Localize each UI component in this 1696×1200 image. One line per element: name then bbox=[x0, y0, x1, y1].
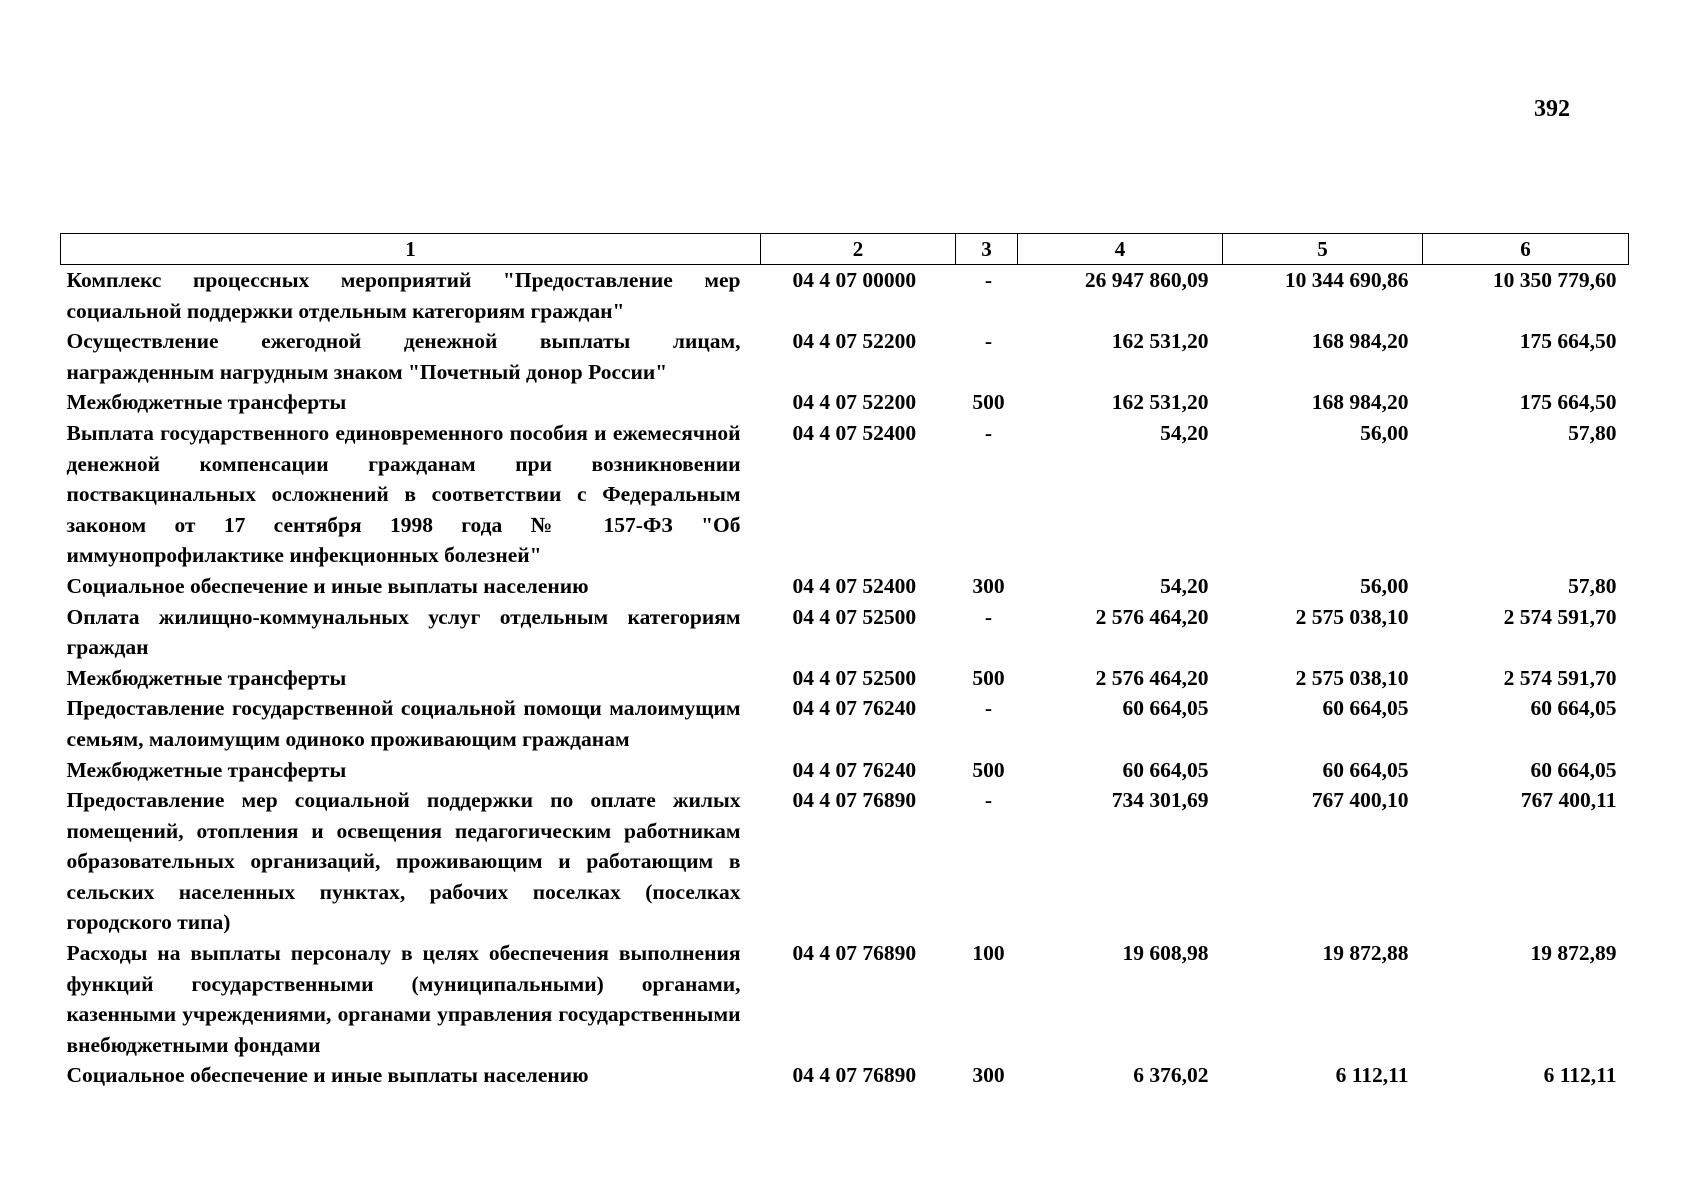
table-row bbox=[61, 663, 1629, 694]
row-value-col5: 767 400,10 bbox=[1311, 788, 1409, 813]
row-code: 04 4 07 52400 bbox=[792, 420, 917, 445]
row-value-col6: 175 664,50 bbox=[1519, 329, 1617, 354]
row-value-col6: 57,80 bbox=[1568, 573, 1617, 598]
row-name: Социальное обеспечение и иные выплаты населению bbox=[66, 1063, 589, 1088]
row-name: Осуществление ежегодной денежной выплаты лицам, награжденным нагрудным знаком "Почетный донор России" bbox=[66, 329, 741, 384]
row-code: 04 4 07 52200 bbox=[792, 390, 917, 415]
header-row bbox=[61, 234, 1629, 265]
row-name: Выплата государственного единовременного пособия и ежемесячной денежной компенсации гражданам при возникновении поствакцинальных осложнений в соответствии с Федеральным законом от 17 сентября 1998 года № 157-ФЗ "Об иммунопрофилактике инфекционных болезней" bbox=[66, 420, 741, 568]
row-value-col4: 2 576 464,20 bbox=[1095, 604, 1209, 629]
row-value-col5: 60 664,05 bbox=[1322, 696, 1409, 721]
table-row bbox=[61, 938, 1629, 1060]
row-code: 04 4 07 52200 bbox=[792, 329, 917, 354]
row-code: 04 4 07 76890 bbox=[792, 941, 917, 966]
table-row bbox=[61, 326, 1629, 387]
row-value-col6: 2 574 591,70 bbox=[1503, 604, 1617, 629]
row-value-col5: 19 872,88 bbox=[1322, 941, 1409, 966]
budget-table bbox=[60, 233, 1629, 1091]
table-body bbox=[61, 265, 1629, 1092]
table-row bbox=[61, 1060, 1629, 1091]
row-value-col4: 60 664,05 bbox=[1122, 696, 1209, 721]
header-col-5: 5 bbox=[1223, 234, 1423, 265]
row-value-col6: 57,80 bbox=[1568, 420, 1617, 445]
row-code: 04 4 07 76890 bbox=[792, 1063, 917, 1088]
row-value-col4: 54,20 bbox=[1160, 573, 1209, 598]
row-name: Социальное обеспечение и иные выплаты населению bbox=[66, 573, 589, 598]
row-value-col5: 56,00 bbox=[1360, 420, 1409, 445]
table-row bbox=[61, 418, 1629, 571]
table-row bbox=[61, 265, 1629, 327]
row-expense-type: - bbox=[984, 696, 993, 721]
table-row bbox=[61, 571, 1629, 602]
row-name: Межбюджетные трансферты bbox=[66, 757, 347, 782]
row-code: 04 4 07 76890 bbox=[792, 788, 917, 813]
row-value-col5: 56,00 bbox=[1360, 573, 1409, 598]
header-col-6: 6 bbox=[1423, 234, 1629, 265]
row-name: Комплекс процессных мероприятий "Предоставление мер социальной поддержки отдельным категориям граждан" bbox=[66, 268, 741, 323]
row-expense-type: 300 bbox=[972, 573, 1005, 598]
row-value-col6: 6 112,11 bbox=[1543, 1063, 1617, 1088]
row-expense-type: - bbox=[984, 788, 993, 813]
page-number: 392 bbox=[1534, 96, 1570, 122]
row-name: Расходы на выплаты персоналу в целях обеспечения выполнения функций государственными (муниципальными) органами, казенными учреждениями, органами управления государственными внебюджетными фондами bbox=[66, 941, 741, 1057]
row-value-col4: 2 576 464,20 bbox=[1095, 665, 1209, 690]
row-value-col6: 19 872,89 bbox=[1530, 941, 1617, 966]
row-name: Предоставление мер социальной поддержки по оплате жилых помещений, отопления и освещения педагогическим работникам образовательных организаций, проживающим и работающим в сельских населенных пунктах, рабочих поселках (поселках городского типа) bbox=[66, 788, 741, 935]
row-code: 04 4 07 76240 bbox=[792, 757, 917, 782]
row-value-col5: 6 112,11 bbox=[1335, 1063, 1409, 1088]
table-row bbox=[61, 602, 1629, 663]
row-value-col4: 162 531,20 bbox=[1111, 329, 1209, 354]
table-header bbox=[61, 234, 1629, 265]
row-value-col5: 168 984,20 bbox=[1311, 329, 1409, 354]
row-name: Межбюджетные трансферты bbox=[66, 665, 347, 690]
row-expense-type: - bbox=[984, 604, 993, 629]
table-row bbox=[61, 387, 1629, 418]
row-value-col6: 2 574 591,70 bbox=[1503, 665, 1617, 690]
row-expense-type: 300 bbox=[972, 1063, 1005, 1088]
row-code: 04 4 07 52500 bbox=[792, 604, 917, 629]
row-code: 04 4 07 52400 bbox=[792, 573, 917, 598]
table-row bbox=[61, 755, 1629, 786]
row-expense-type: 100 bbox=[972, 941, 1005, 966]
header-col-1: 1 bbox=[61, 234, 761, 265]
row-expense-type: - bbox=[984, 420, 993, 445]
row-value-col4: 60 664,05 bbox=[1122, 757, 1209, 782]
row-value-col4: 734 301,69 bbox=[1111, 788, 1209, 813]
row-value-col4: 162 531,20 bbox=[1111, 390, 1209, 415]
row-name: Предоставление государственной социальной помощи малоимущим семьям, малоимущим одиноко проживающим гражданам bbox=[66, 696, 741, 751]
row-code: 04 4 07 52500 bbox=[792, 665, 917, 690]
row-value-col6: 60 664,05 bbox=[1530, 696, 1617, 721]
row-value-col5: 10 344 690,86 bbox=[1284, 268, 1409, 292]
row-name: Межбюджетные трансферты bbox=[66, 390, 347, 415]
row-value-col4: 54,20 bbox=[1160, 420, 1209, 445]
row-code: 04 4 07 76240 bbox=[792, 696, 917, 721]
header-col-4: 4 bbox=[1018, 234, 1223, 265]
row-value-col6: 175 664,50 bbox=[1519, 390, 1617, 415]
table-row bbox=[61, 693, 1629, 754]
row-value-col5: 2 575 038,10 bbox=[1295, 604, 1409, 629]
row-value-col5: 2 575 038,10 bbox=[1295, 665, 1409, 690]
row-value-col4: 6 376,02 bbox=[1133, 1063, 1209, 1088]
row-value-col4: 19 608,98 bbox=[1122, 941, 1209, 966]
row-value-col5: 168 984,20 bbox=[1311, 390, 1409, 415]
header-col-3: 3 bbox=[956, 234, 1018, 265]
row-value-col6: 60 664,05 bbox=[1530, 757, 1617, 782]
row-expense-type: - bbox=[984, 268, 993, 292]
row-code: 04 4 07 00000 bbox=[792, 268, 917, 292]
row-expense-type: 500 bbox=[972, 665, 1005, 690]
header-col-2: 2 bbox=[761, 234, 956, 265]
row-expense-type: - bbox=[984, 329, 993, 354]
row-value-col6: 767 400,11 bbox=[1520, 788, 1617, 813]
row-expense-type: 500 bbox=[972, 390, 1005, 415]
row-expense-type: 500 bbox=[972, 757, 1005, 782]
row-value-col4: 26 947 860,09 bbox=[1084, 268, 1209, 292]
row-value-col6: 10 350 779,60 bbox=[1492, 268, 1617, 292]
table-row bbox=[61, 785, 1629, 938]
row-name: Оплата жилищно-коммунальных услуг отдельным категориям граждан bbox=[66, 604, 741, 660]
row-value-col5: 60 664,05 bbox=[1322, 757, 1409, 782]
